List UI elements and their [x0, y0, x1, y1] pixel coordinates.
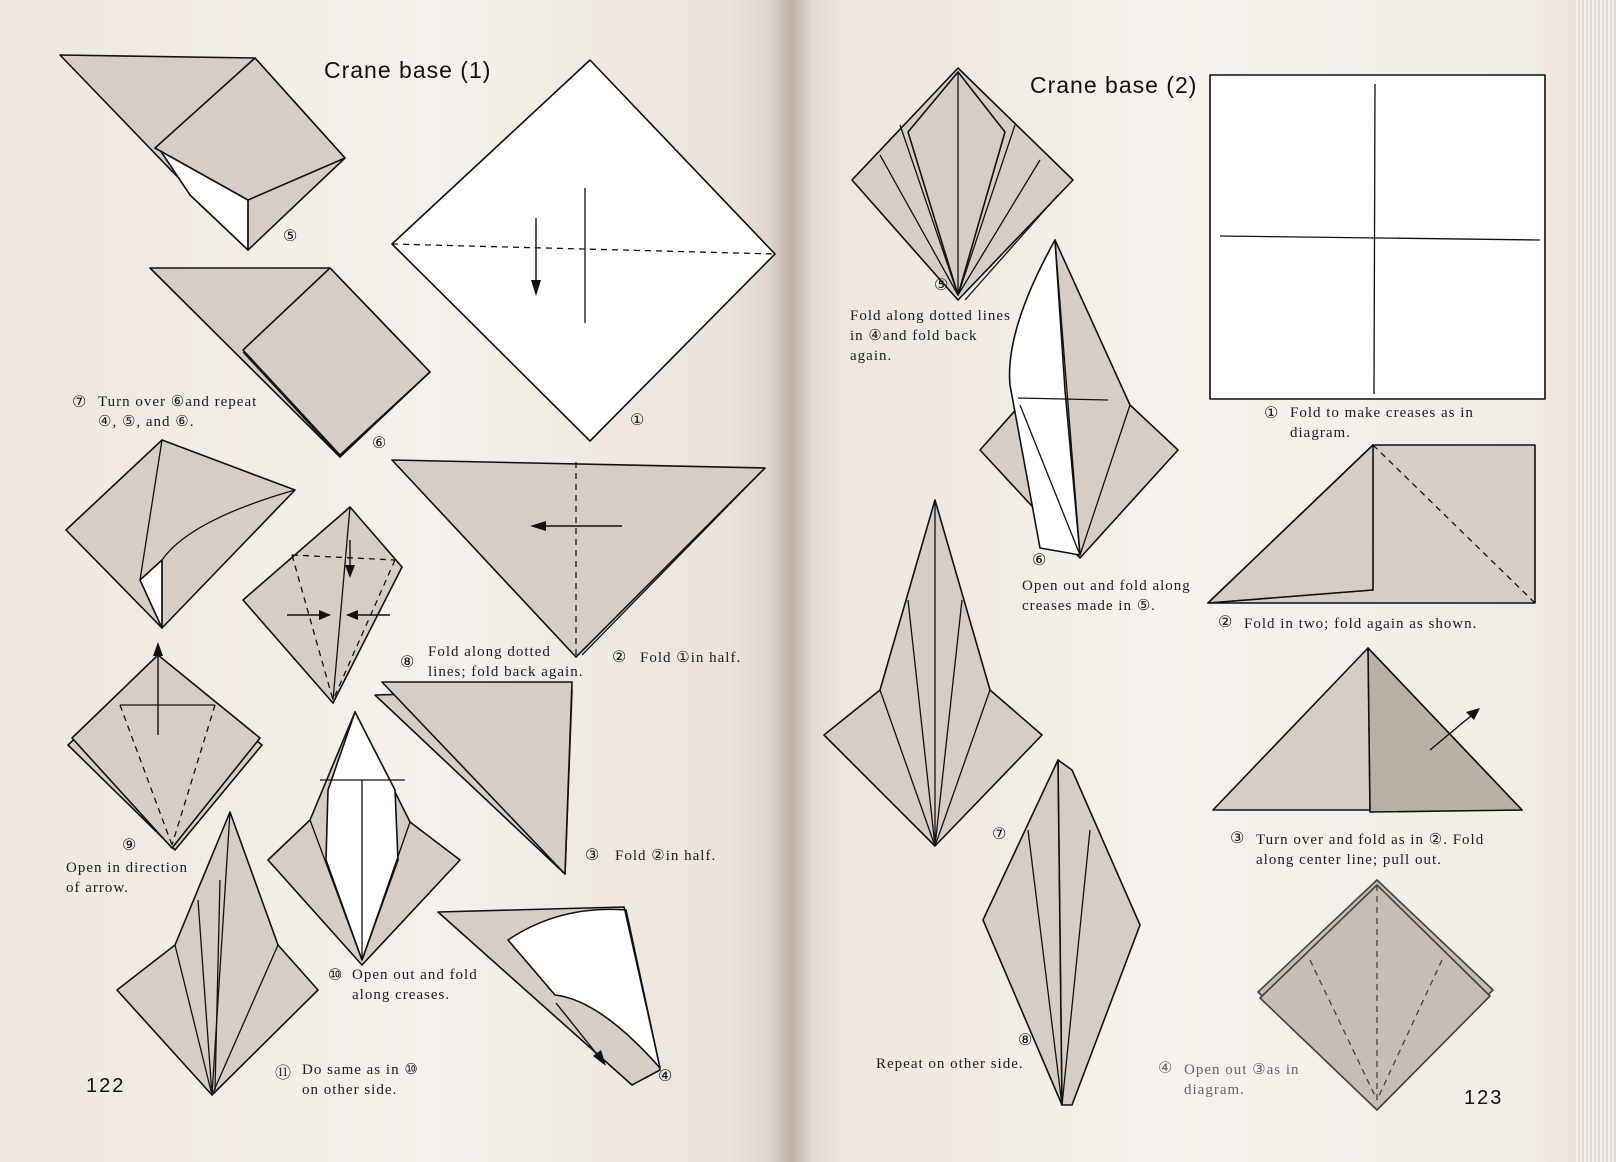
step-2-text: Fold ①in half. [640, 650, 742, 666]
page-edges [1576, 0, 1616, 1162]
step-5-text-line-1: Fold along dotted lines [850, 308, 1011, 324]
step-9-marker: ⑨ [122, 837, 137, 854]
left-page-title: Crane base (1) [324, 57, 492, 83]
step-8-marker: ⑧ [400, 654, 415, 671]
left-page-number: 122 [86, 1075, 126, 1097]
step-10-marker: ⑩ [328, 967, 343, 984]
step-8-marker: ⑧ [1018, 1032, 1033, 1049]
right-page-title: Crane base (2) [1030, 72, 1198, 98]
step-5-text-line-3: again. [850, 348, 893, 364]
step-11-text-line-2: on other side. [302, 1082, 398, 1098]
step-4-diagram [438, 907, 660, 1085]
step-6-marker: ⑥ [1032, 552, 1047, 569]
step-10-diagram [268, 712, 460, 965]
step-9-text-line-2: of arrow. [66, 880, 130, 896]
step-3-marker: ③ [585, 847, 600, 864]
step-5-marker: ⑤ [934, 277, 949, 294]
step-9-text-line-1: Open in direction [66, 860, 188, 876]
step-3-text-line-2: along center line; pull out. [1256, 852, 1442, 868]
step-3-diagram [1213, 648, 1522, 812]
step-6-marker: ⑥ [372, 435, 387, 452]
step-6-diagram [980, 240, 1178, 558]
step-4-marker: ④ [1158, 1060, 1173, 1077]
step-4-text-line-1: Open out ③as in [1184, 1062, 1300, 1078]
book-gutter [770, 0, 812, 1162]
step-3-text: Fold ②in half. [615, 848, 717, 864]
step-10-text-line-2: along creases. [352, 987, 451, 1003]
step-7-marker: ⑦ [72, 394, 87, 411]
step-11-marker: ⑪ [275, 1065, 292, 1082]
step-8-text-line-1: Fold along dotted [428, 644, 551, 660]
step-1-diagram [1210, 75, 1545, 399]
step-8-text-line-2: lines; fold back again. [428, 664, 584, 680]
step-3-text-line-1: Turn over and fold as in ②. Fold [1256, 832, 1485, 848]
step-7-text-line-1: Turn over ⑥and repeat [98, 394, 258, 410]
step-4-text-line-2: diagram. [1184, 1082, 1245, 1098]
step-6-text-line-2: creases made in ⑤. [1022, 598, 1156, 614]
step-1-marker: ① [1264, 405, 1279, 422]
step-1-text-line-2: diagram. [1290, 425, 1351, 441]
step-2-diagram [392, 460, 765, 657]
step-8-text: Repeat on other side. [876, 1056, 1024, 1072]
step-6-text-line-1: Open out and fold along [1022, 578, 1191, 594]
left-page [0, 0, 790, 1162]
step-2-marker: ② [612, 649, 627, 666]
step-1-marker: ① [630, 412, 645, 429]
step-10-text-line-1: Open out and fold [352, 967, 478, 983]
right-page-diagrams [790, 0, 1616, 1162]
step-11-text-line-1: Do same as in ⑩ [302, 1062, 419, 1078]
step-5-marker: ⑤ [283, 228, 298, 245]
step-2-diagram [1208, 445, 1535, 603]
step-2-text: Fold in two; fold again as shown. [1244, 616, 1478, 632]
step-7-marker: ⑦ [992, 826, 1007, 843]
step-8-diagram [243, 507, 402, 703]
step-1-diagram [392, 60, 775, 441]
right-page [790, 0, 1616, 1162]
step-7-diagram [824, 500, 1042, 846]
step-5-diagram [60, 55, 345, 250]
right-page-number: 123 [1464, 1087, 1504, 1109]
step-3-marker: ③ [1230, 830, 1245, 847]
step-2-marker: ② [1218, 614, 1233, 631]
step-4-marker: ④ [658, 1068, 673, 1085]
step-5-text-line-2: in ④and fold back [850, 328, 978, 344]
step-5-diagram [852, 68, 1073, 300]
step-1-text-line-1: Fold to make creases as in [1290, 405, 1474, 421]
step-7-text-line-2: ④, ⑤, and ⑥. [98, 414, 195, 430]
